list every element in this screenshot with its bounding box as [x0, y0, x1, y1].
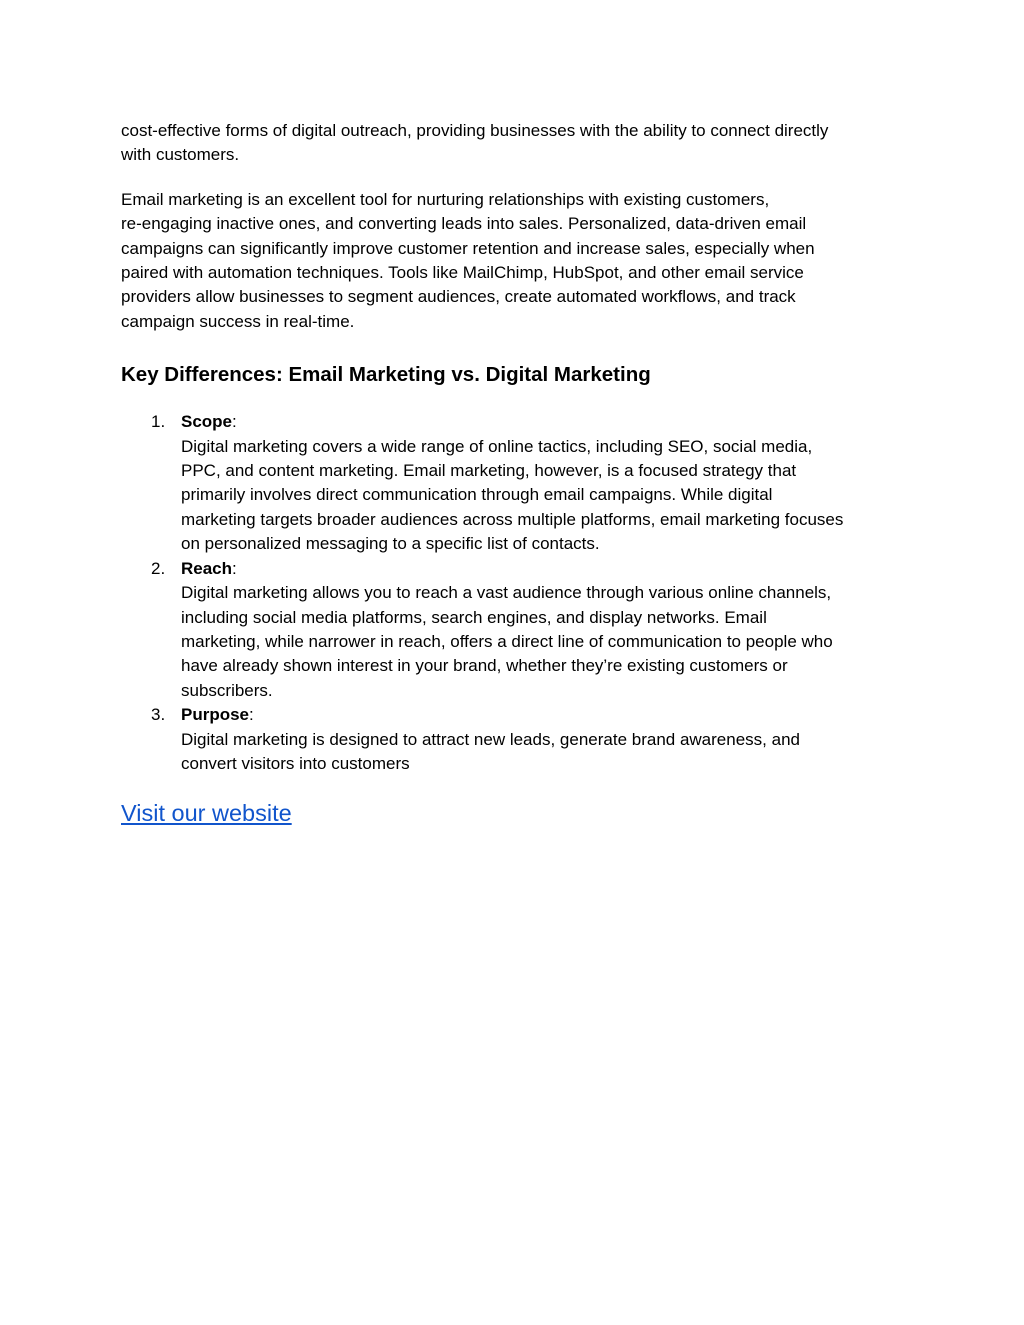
list-item-title: Purpose: [181, 705, 250, 725]
list-item-colon: :: [232, 412, 237, 432]
list-item-description: Digital marketing allows you to reach a vast audience through various online channels, including social media platforms, search engines, and display networks. Email marketing, while narrower in reach, offers a direct line of communication to people who have already shown interest in your brand, whether they’re existing customers or subscribers.: [181, 583, 833, 700]
list-item-title: Scope: [181, 412, 233, 432]
section-heading: Key Differences: Email Marketing vs. Digital Marketing: [121, 363, 651, 387]
list-item-number: 1.: [151, 412, 166, 432]
list-item-colon: :: [232, 558, 237, 578]
list-item-reach: [121, 557, 906, 703]
list-item-description: Digital marketing covers a wide range of online tactics, including SEO, social media, PPC, and content marketing. Email marketing, however, is a focused strategy that primarily involves direct communication through email campaigns. While digital marketing targets broader audiences across multiple platforms, email marketing focuses on personalized messaging to a specific list of contacts.: [181, 436, 844, 554]
list-item-title: Reach: [181, 558, 233, 578]
paragraph-continued: cost-effective forms of digital outreach, providing businesses with the ability to connect directly with customers.: [121, 121, 829, 165]
list-item-number: 3.: [151, 705, 166, 725]
document-page: [121, 119, 906, 828]
list-item-purpose: [121, 703, 906, 776]
list-item-colon: :: [249, 705, 254, 725]
differences-list: [121, 410, 906, 776]
list-item-number: 2.: [151, 558, 166, 578]
list-item-scope: [121, 410, 906, 556]
list-item-description: Digital marketing is designed to attract new leads, generate brand awareness, and convert visitors into customers: [181, 729, 800, 773]
paragraph-email-marketing: Email marketing is an excellent tool for nurturing relationships with existing customers, re-engaging inactive ones, and converting leads into sales. Personalized, data-driven email campaigns can significantly improve customer retention and increase sales, especially when paired with automation techniques. Tools like MailChimp, HubSpot, and other email service providers allow businesses to segment audiences, create automated workflows, and track campaign success in real-time.: [121, 189, 815, 331]
visit-website-link[interactable]: Visit our website: [121, 800, 292, 827]
